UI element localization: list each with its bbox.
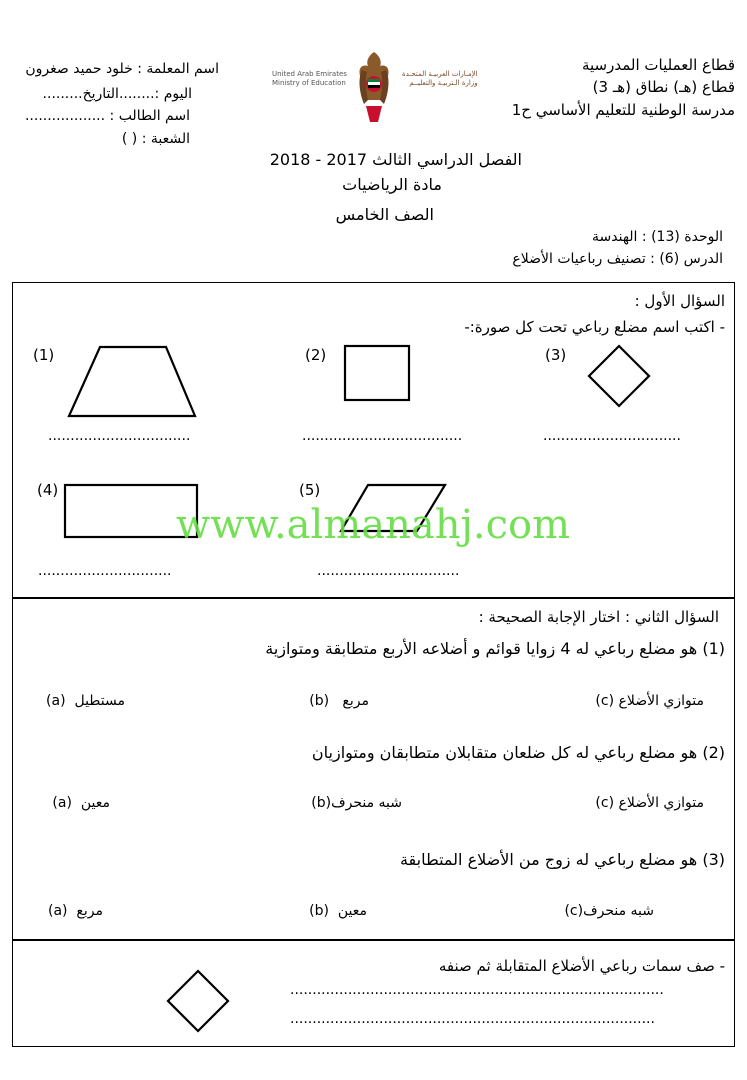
zone-line: قطاع (هـ) نطاق (هـ 3)	[592, 78, 735, 96]
logo-arabic-line-2: وزارة الـتربيـة والتعليــم	[409, 79, 478, 87]
term-title: الفصل الدراسي الثالث 2017 - 2018	[269, 150, 522, 169]
answer-line[interactable]: ..................................................................................	[290, 1011, 655, 1027]
answer-line[interactable]: ................................	[48, 428, 191, 444]
option-c[interactable]: متوازي الأضلاع (c)	[595, 795, 704, 811]
watermark: www.almanahj.com	[176, 502, 571, 548]
answer-line[interactable]: ...............................	[543, 428, 681, 444]
option-b[interactable]: شبه منحرف(b)	[311, 795, 402, 811]
unit-line: الوحدة (13) : الهندسة	[592, 229, 723, 245]
option-c[interactable]: شبه منحرف(c)	[564, 903, 654, 919]
shape-number: (2)	[305, 346, 327, 364]
option-a[interactable]: معين (a)	[52, 795, 110, 811]
shape-number: (4)	[37, 481, 59, 499]
falcon-emblem-icon	[356, 48, 392, 124]
square-shape	[344, 345, 410, 401]
teacher-name: اسم المعلمة : خلود حميد صغرون	[25, 61, 219, 77]
ministry-logo	[272, 48, 478, 128]
trapezoid-shape	[68, 346, 198, 418]
school-line: مدرسة الوطنية للتعليم الأساسي ح1	[511, 101, 735, 119]
sector-line: قطاع العمليات المدرسية	[581, 56, 735, 74]
answer-line[interactable]: ..............................	[38, 563, 172, 579]
subject-title: مادة الرياضيات	[342, 175, 442, 194]
option-c[interactable]: متوازي الأضلاع (c)	[595, 693, 704, 709]
question2-heading: السؤال الثاني : اختار الإجابة الصحيحة :	[478, 608, 719, 626]
answer-line[interactable]: ....................................	[302, 428, 463, 444]
option-a[interactable]: مربع (a)	[47, 903, 103, 919]
option-a[interactable]: مستطيل (a)	[46, 693, 125, 709]
day-date-field[interactable]: اليوم :........التاريخ.........	[42, 86, 192, 102]
question2-item-3: (3) هو مضلع رباعي له زوج من الأضلاع المتطابقة	[399, 850, 725, 869]
lesson-line: الدرس (6) : تصنيف رباعيات الأضلاع	[512, 251, 723, 267]
section-field[interactable]: الشعبة : ( )	[121, 131, 190, 147]
question3-instruction: - صف سمات رباعي الأضلاع المتقابلة ثم صنفه	[438, 957, 725, 975]
question1-instruction: - اكتب اسم مضلع رباعي تحت كل صورة:-	[464, 318, 725, 336]
option-b[interactable]: مربع (b)	[309, 693, 369, 709]
rhombus-shape	[167, 970, 229, 1032]
question2-item-2: (2) هو مضلع رباعي له كل ضلعان متقابلان متطابقان ومتوازيان	[311, 743, 725, 762]
rhombus-shape	[588, 345, 650, 407]
shape-number: (1)	[33, 346, 55, 364]
shape-number: (3)	[545, 346, 567, 364]
grade-title: الصف الخامس	[335, 205, 434, 224]
question2-item-1: (1) هو مضلع رباعي له 4 زوايا قوائم و أضلاعه الأربع متطابقة ومتوازية	[265, 639, 725, 658]
answer-line[interactable]: ................................	[317, 563, 460, 579]
logo-arabic-line-1: الإمـارات العربيـة المتحـدة	[402, 70, 478, 78]
student-name-field[interactable]: اسم الطالب : ..................	[24, 108, 190, 124]
shape-number: (5)	[299, 481, 321, 499]
logo-english-line-2: Ministry of Education	[272, 79, 346, 87]
logo-english-line-1: United Arab Emirates	[272, 70, 347, 78]
question1-heading: السؤال الأول :	[634, 292, 725, 310]
option-b[interactable]: معين (b)	[309, 903, 367, 919]
answer-line[interactable]: ....................................................................................	[290, 982, 664, 998]
